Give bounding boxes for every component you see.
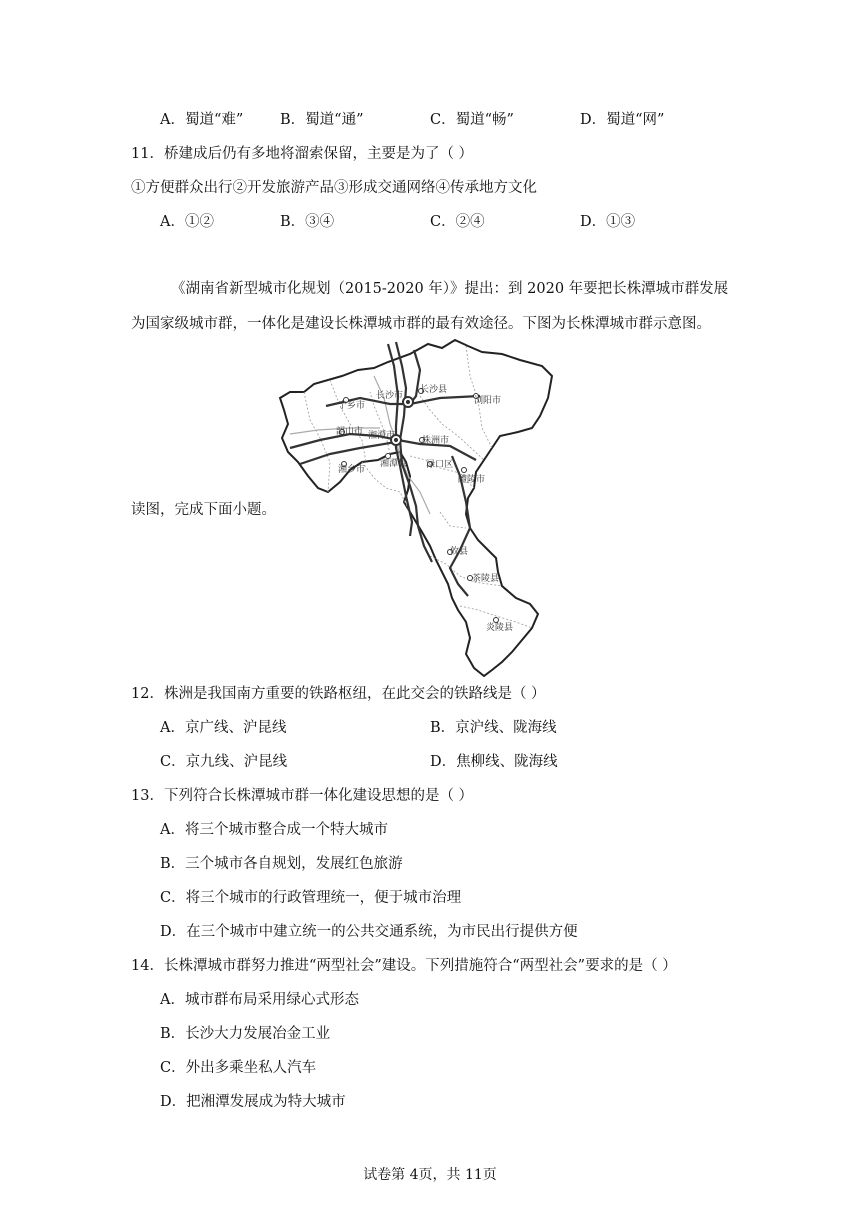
- read-instruction: 读图，完成下面小题。: [131, 502, 276, 518]
- label-chaling: 茶陵县: [472, 574, 500, 584]
- label-zhuzhou-city: 株洲市: [422, 436, 450, 446]
- q12-option-b: B．京沪线、陇海线: [430, 720, 557, 736]
- q11-option-d: D．①③: [580, 214, 636, 230]
- label-youxian: 攸县: [450, 547, 469, 557]
- intro-line-1: 《湖南省新型城市化规划（2015-2020 年）》提出：到 2020 年要把长株潭城市群发展: [171, 281, 729, 297]
- label-lukou: 渌口区: [426, 460, 454, 470]
- page-footer: 试卷第 4页，共 11页: [363, 1167, 497, 1183]
- q14-option-a: A．城市群布局采用绿心式形态: [160, 992, 359, 1008]
- q13-option-b: B．三个城市各自规划，发展红色旅游: [160, 856, 403, 872]
- intro-line-2: 为国家级城市群，一体化是建设长株潭城市群的最有效途径。下图为长株潭城市群示意图。: [131, 316, 711, 332]
- q13-stem: 13．下列符合长株潭城市群一体化建设思想的是（ ）: [131, 788, 474, 804]
- q11-option-b: B．③④: [280, 214, 335, 230]
- q10-option-c: C．蜀道“畅”: [430, 112, 514, 128]
- q11-option-a: A．①②: [160, 214, 214, 230]
- q11-items: ①方便群众出行②开发旅游产品③形成交通网络④传承地方文化: [131, 180, 537, 196]
- label-yanling: 炎陵县: [486, 623, 514, 633]
- q12-stem: 12．株洲是我国南方重要的铁路枢纽，在此交会的铁路线是（ ）: [131, 686, 546, 702]
- q10-option-b: B．蜀道“通”: [280, 112, 364, 128]
- label-xiangxiang: 湘乡市: [338, 465, 366, 475]
- q14-option-d: D．把湘潭发展成为特大城市: [160, 1094, 346, 1110]
- q13-option-c: C．将三个城市的行政管理统一，便于城市治理: [160, 890, 462, 906]
- q14-option-b: B．长沙大力发展冶金工业: [160, 1026, 331, 1042]
- label-xiangtan-city: 湘潭市: [368, 431, 396, 441]
- q11-stem: 11．桥建成后仍有多地将溜索保留，主要是为了（ ）: [131, 146, 474, 162]
- label-ningxiang: 宁乡市: [338, 401, 366, 411]
- city-cluster-map: [270, 336, 555, 681]
- q10-option-d: D．蜀道“网”: [580, 112, 665, 128]
- label-xiangtan-county: 湘潭县: [380, 459, 408, 469]
- label-liuyang: 浏阳市: [474, 396, 502, 406]
- q10-option-a: A．蜀道“难”: [160, 112, 244, 128]
- q12-option-d: D．焦柳线、陇海线: [430, 754, 558, 770]
- q11-option-c: C．②④: [430, 214, 485, 230]
- q12-option-a: A．京广线、沪昆线: [160, 720, 287, 736]
- label-liling: 醴陵市: [458, 475, 486, 485]
- q14-option-c: C．外出多乘坐私人汽车: [160, 1060, 317, 1076]
- q13-option-d: D．在三个城市中建立统一的公共交通系统，为市民出行提供方便: [160, 924, 578, 940]
- label-changsha-county: 长沙县: [420, 385, 448, 395]
- q14-stem: 14．长株潭城市群努力推进“两型社会”建设。下列措施符合“两型社会”要求的是（ ）: [131, 958, 677, 974]
- label-changsha-city: 长沙市: [376, 391, 404, 401]
- label-shaoshan: 韶山市: [336, 427, 364, 437]
- q12-option-c: C．京九线、沪昆线: [160, 754, 288, 770]
- q13-option-a: A．将三个城市整合成一个特大城市: [160, 822, 388, 838]
